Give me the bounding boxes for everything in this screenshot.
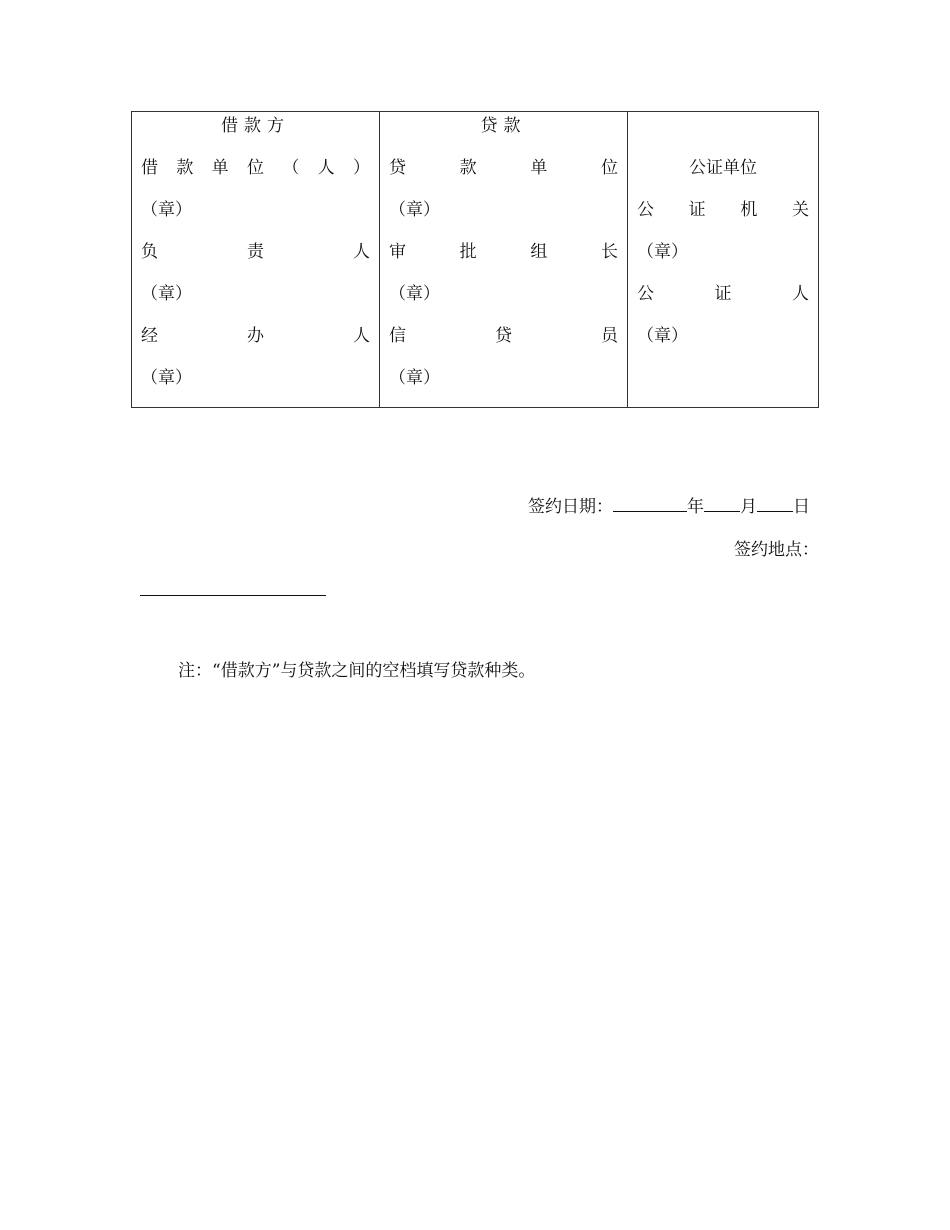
char: 单 <box>530 158 548 178</box>
day-blank[interactable] <box>757 493 793 512</box>
borrower-handler-label <box>141 323 370 349</box>
signature-table <box>131 111 819 408</box>
notary-office-seal: （章） <box>637 242 688 262</box>
borrower-unit-seal: （章） <box>141 200 192 220</box>
borrower-column <box>132 112 380 407</box>
notary-header: 公证单位 <box>689 158 757 178</box>
lender-column <box>380 112 628 407</box>
char: 款 <box>459 158 477 178</box>
lender-officer-seal: （章） <box>389 368 440 388</box>
char: 人 <box>792 284 809 304</box>
char: 信 <box>389 326 406 346</box>
char: 位 <box>600 158 618 178</box>
char: 贷 <box>389 158 406 178</box>
sign-place-label: 签约地点： <box>734 540 819 560</box>
char: 人 <box>353 326 370 346</box>
notary-person-seal: （章） <box>637 326 688 346</box>
char: 机 <box>740 200 758 220</box>
sign-place-line <box>734 537 819 563</box>
lender-unit-seal: （章） <box>389 200 440 220</box>
char: 批 <box>459 242 477 262</box>
char: 贷 <box>495 326 512 346</box>
char: 位 <box>246 158 264 178</box>
char: 人 <box>317 158 335 178</box>
sign-date-label: 签约日期： <box>528 497 613 517</box>
char: 借 <box>141 158 158 178</box>
lender-leader-label <box>389 239 618 265</box>
char: 款 <box>176 158 194 178</box>
day-label: 日 <box>793 497 810 517</box>
lender-unit-label <box>389 155 618 181</box>
sign-date-line <box>528 493 810 519</box>
char: 员 <box>601 326 618 346</box>
year-label: 年 <box>687 497 704 517</box>
borrower-header: 借款方 <box>221 116 290 136</box>
char: 证 <box>688 200 706 220</box>
char: 责 <box>247 242 264 262</box>
char: 审 <box>389 242 406 262</box>
lender-officer-label <box>389 323 618 349</box>
char: 人 <box>353 242 370 262</box>
footnote-text: 注：“借款方”与贷款之间的空档填写贷款种类。 <box>178 661 536 681</box>
lender-leader-seal: （章） <box>389 284 440 304</box>
char: （ <box>282 158 300 178</box>
char: 负 <box>141 242 158 262</box>
char: ） <box>352 158 370 178</box>
borrower-head-label <box>141 239 370 265</box>
lender-header: 贷款 <box>480 116 527 136</box>
char: 经 <box>141 326 158 346</box>
footnote-rule <box>140 595 326 596</box>
char: 组 <box>530 242 548 262</box>
month-blank[interactable] <box>704 493 740 512</box>
char: 证 <box>714 284 732 304</box>
char: 单 <box>211 158 229 178</box>
char: 关 <box>791 200 809 220</box>
borrower-head-seal: （章） <box>141 284 192 304</box>
char: 公 <box>637 284 654 304</box>
notary-office-label <box>637 197 809 223</box>
notary-person-label <box>637 281 809 307</box>
borrower-handler-seal: （章） <box>141 368 192 388</box>
year-blank[interactable] <box>613 493 687 512</box>
notary-column <box>628 112 818 407</box>
char: 公 <box>637 200 654 220</box>
char: 办 <box>247 326 264 346</box>
borrower-unit-label <box>141 155 370 181</box>
char: 长 <box>600 242 618 262</box>
month-label: 月 <box>740 497 757 517</box>
